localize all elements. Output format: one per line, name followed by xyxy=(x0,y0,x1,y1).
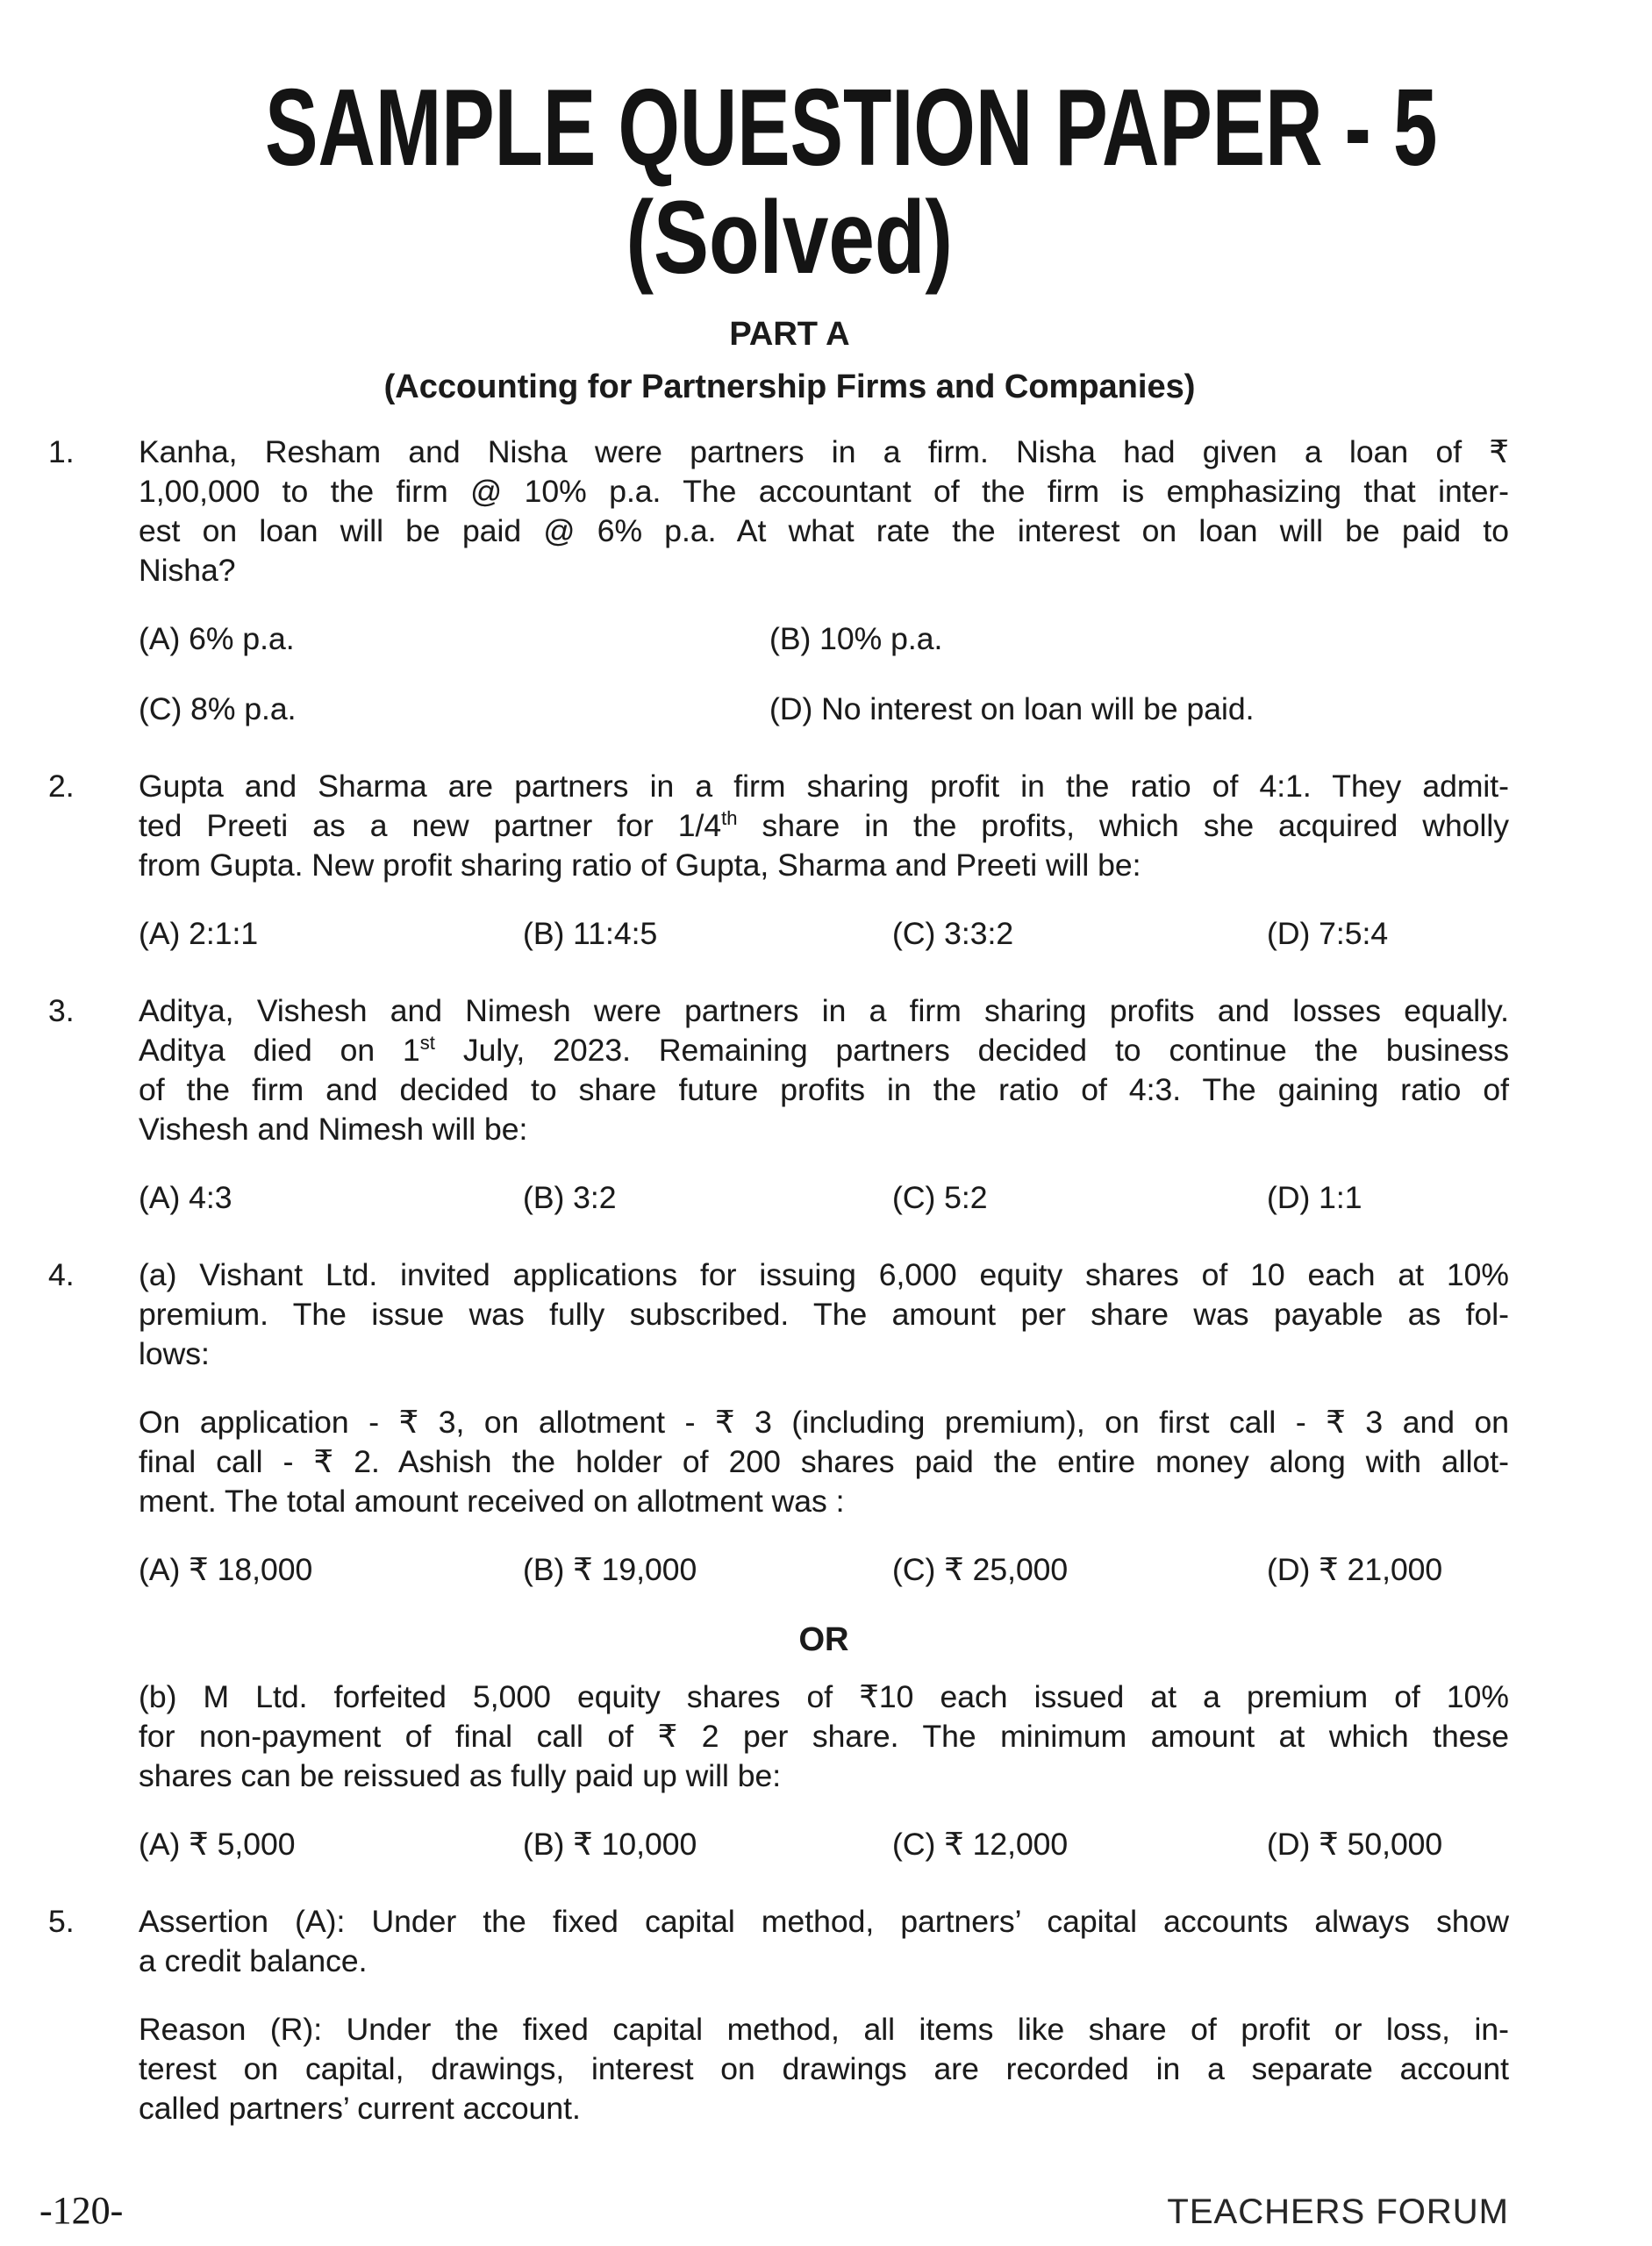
text-line: Vishesh and Nimesh will be: xyxy=(139,1112,528,1147)
question-4 xyxy=(48,1255,1509,1895)
question-paragraph xyxy=(139,1255,1509,1374)
text-line: (b) M Ltd. forfeited 5,000 equity shares of ₹10 each issued at a premium of 10% xyxy=(139,1679,1509,1714)
text-line: est on loan will be paid @ 6% p.a. At what rate the interest on loan will be paid to xyxy=(139,513,1509,548)
text-line: Aditya, Vishesh and Nimesh were partners in a firm sharing profits and losses equally. xyxy=(139,993,1509,1028)
text-line: ment. The total amount received on allotment was : xyxy=(139,1484,845,1519)
text-line: Kanha, Resham and Nisha were partners in a firm. Nisha had given a loan of ₹ xyxy=(139,434,1509,469)
option-d: (D) 1:1 xyxy=(1267,1180,1362,1215)
part-a-heading: PART A xyxy=(729,316,850,353)
text-line: a credit balance. xyxy=(139,1943,368,1978)
questions xyxy=(0,407,1652,2157)
question-paragraph xyxy=(139,991,1509,1149)
question-2 xyxy=(48,767,1509,984)
option-b: (B) ₹ 10,000 xyxy=(523,1827,697,1862)
text-line: Assertion (A): Under the fixed capital method, partners’ capital accounts always show xyxy=(139,1904,1509,1939)
question-number: 5. xyxy=(48,1904,75,1939)
text-line: premium. The issue was fully subscribed. The amount per share was payable as fol- xyxy=(139,1297,1509,1332)
solved-subtitle: (Solved) xyxy=(626,180,954,296)
question-paragraph xyxy=(139,1902,1509,1981)
question-paragraph xyxy=(139,433,1509,590)
text-line: called partners’ current account. xyxy=(139,2091,581,2126)
option-c: (C) 3:3:2 xyxy=(892,916,1014,951)
option-d: (D) 7:5:4 xyxy=(1267,916,1389,951)
question-number: 2. xyxy=(48,769,75,804)
option-d: (D) ₹ 21,000 xyxy=(1267,1552,1443,1587)
or-divider: OR xyxy=(798,1621,849,1658)
text-line: 1,00,000 to the firm @ 10% p.a. The accountant of the firm is emphasizing that inter- xyxy=(139,474,1509,509)
text-line: Nisha? xyxy=(139,553,236,588)
text-line: for non-payment of final call of ₹ 2 per share. The minimum amount at which these xyxy=(139,1719,1509,1754)
question-body xyxy=(139,1255,1509,1895)
text-line: shares can be reissued as fully paid up will be: xyxy=(139,1758,782,1793)
options-row xyxy=(139,1550,1509,1590)
question-5 xyxy=(48,1902,1509,2157)
option-a: (A) 6% p.a. xyxy=(139,621,295,656)
question-1 xyxy=(48,433,1509,760)
option-a: (A) 4:3 xyxy=(139,1180,232,1215)
question-paragraph xyxy=(139,767,1509,885)
question-number: 1. xyxy=(48,434,75,469)
text-line: Gupta and Sharma are partners in a firm sharing profit in the ratio of 4:1. They admit- xyxy=(139,769,1509,804)
option-c: (C) ₹ 12,000 xyxy=(892,1827,1069,1862)
option-c: (C) 5:2 xyxy=(892,1180,988,1215)
section-heading: (Accounting for Partnership Firms and Companies) xyxy=(383,368,1196,405)
option-a: (A) ₹ 5,000 xyxy=(139,1827,296,1862)
question-paragraph xyxy=(139,1403,1509,1521)
solved-subtitle-row xyxy=(48,180,1531,296)
question-body xyxy=(139,1902,1509,2157)
options-row xyxy=(139,1825,1509,1864)
question-body xyxy=(139,767,1509,984)
text-line: final call - ₹ 2. Ashish the holder of 200 shares paid the entire money along with allot- xyxy=(139,1444,1509,1479)
text-line: from Gupta. New profit sharing ratio of Gupta, Sharma and Preeti will be: xyxy=(139,848,1141,883)
option-c: (C) 8% p.a. xyxy=(139,691,297,726)
text-line: of the firm and decided to share future profits in the ratio of 4:3. The gaining ratio of xyxy=(139,1072,1509,1107)
question-body xyxy=(139,991,1509,1248)
paper-title: SAMPLE QUESTION PAPER - 5 xyxy=(265,68,1438,189)
option-c: (C) ₹ 25,000 xyxy=(892,1552,1069,1587)
option-b: (B) ₹ 19,000 xyxy=(523,1552,697,1587)
text-line: (a) Vishant Ltd. invited applications for issuing 6,000 equity shares of 10 each at 10% xyxy=(139,1257,1509,1292)
option-d: (D) ₹ 50,000 xyxy=(1267,1827,1443,1862)
superscript: st xyxy=(419,1032,435,1054)
text-line: terest on capital, drawings, interest on drawings are recorded in a separate account xyxy=(139,2051,1509,2086)
options-row xyxy=(139,1178,1509,1218)
paper-title-row xyxy=(48,68,1531,189)
option-b: (B) 3:2 xyxy=(523,1180,617,1215)
option-a: (A) ₹ 18,000 xyxy=(139,1552,313,1587)
question-3 xyxy=(48,991,1509,1248)
options-row xyxy=(139,690,1509,729)
option-d: (D) No interest on loan will be paid. xyxy=(769,691,1255,726)
page-footer xyxy=(39,2188,1509,2233)
options-row xyxy=(139,619,1509,659)
text-line: Reason (R): Under the fixed capital method, all items like share of profit or loss, in- xyxy=(139,2012,1509,2047)
question-paragraph xyxy=(139,2010,1509,2128)
option-a: (A) 2:1:1 xyxy=(139,916,259,951)
superscript: th xyxy=(721,807,738,829)
question-paragraph xyxy=(139,1677,1509,1796)
page-number: -120- xyxy=(39,2189,124,2232)
text-line: On application - ₹ 3, on allotment - ₹ 3 (including premium), on first call - ₹ 3 and on xyxy=(139,1405,1509,1440)
text-line: Aditya died on 1st July, 2023. Remaining partners decided to continue the business xyxy=(139,1032,1510,1068)
paper-header xyxy=(0,0,1652,407)
option-b: (B) 11:4:5 xyxy=(523,916,658,951)
text-line: lows: xyxy=(139,1336,210,1371)
option-b: (B) 10% p.a. xyxy=(769,621,943,656)
text-line: ted Preeti as a new partner for 1/4th share in the profits, which she acquired wholly xyxy=(139,807,1509,843)
question-body xyxy=(139,433,1509,760)
question-number: 4. xyxy=(48,1257,75,1292)
question-number: 3. xyxy=(48,993,75,1028)
publisher-name: TEACHERS FORUM xyxy=(1167,2192,1509,2231)
options-row xyxy=(139,914,1509,954)
